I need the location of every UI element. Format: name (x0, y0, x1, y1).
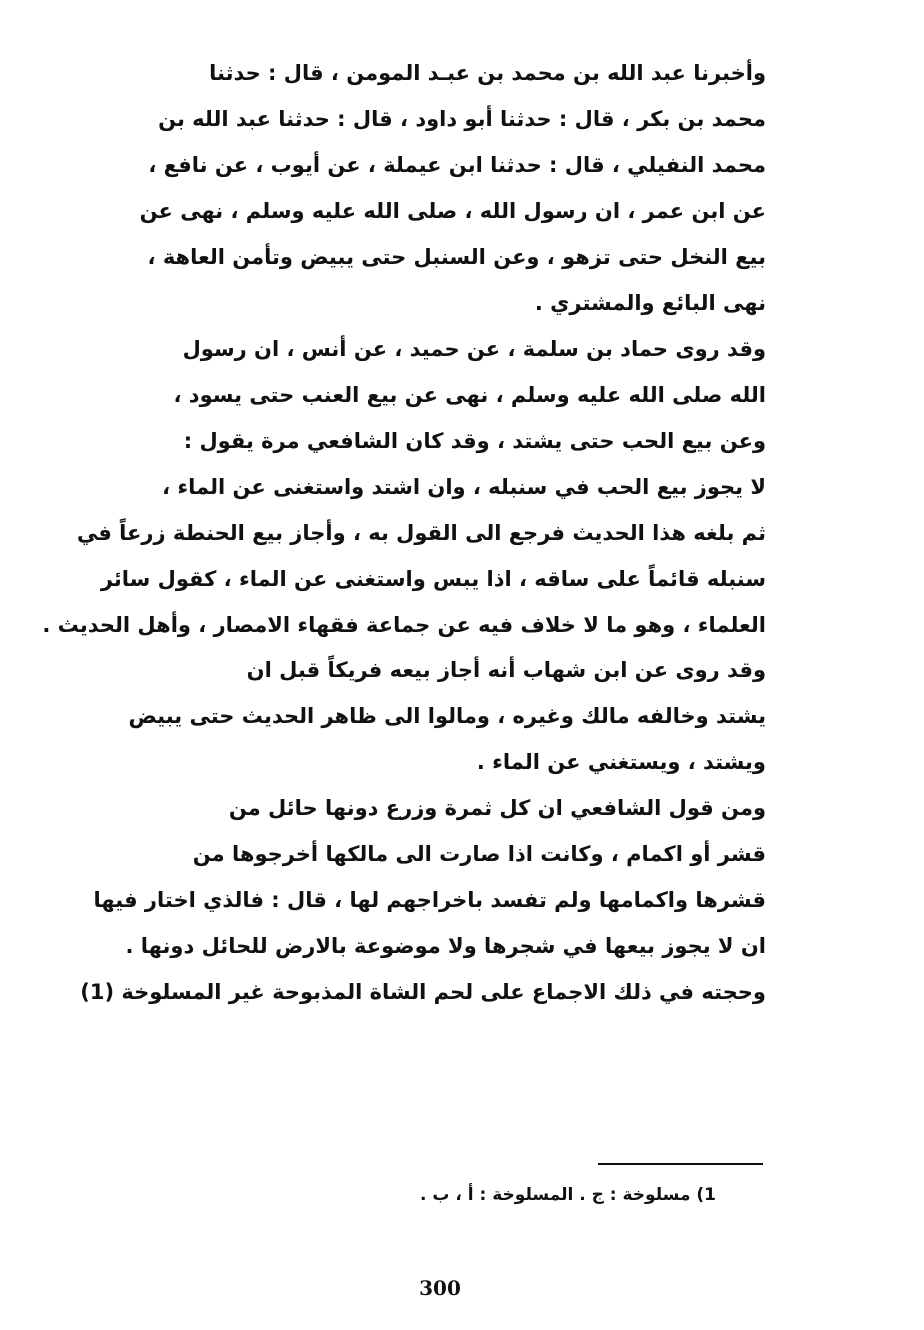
text-line: ويشتد ، ويستغني عن الماء . (476, 750, 766, 774)
paragraph-4 (80, 785, 766, 1015)
text-line: العلماء ، وهو ما لا خلاف فيه عن جماعة فقهاء الامصار ، وأهل الحديث . (42, 613, 766, 637)
footnote-divider (598, 1163, 763, 1165)
text-line: وقد روى عن ابن شهاب أنه أجاز بيعه فريكاً قبل ان (246, 658, 766, 682)
text-line: ثم بلغه هذا الحديث فرجع الى القول به ، وأجاز بيع الحنطة زرعاً في (76, 521, 766, 545)
text-line: وعن بيع الحب حتى يشتد ، وقد كان الشافعي مرة يقول : (183, 429, 766, 453)
text-line: ومن قول الشافعي ان كل ثمرة وزرع دونها حائل من (228, 796, 766, 820)
text-line: قشرها واكمامها ولم تفسد باخراجهم لها ، قال : فالذي اختار فيها (93, 888, 766, 912)
text-line: بيع النخل حتى تزهو ، وعن السنبل حتى يبيض وتأمن العاهة ، (147, 245, 766, 269)
text-line: وقد روى حماد بن سلمة ، عن حميد ، عن أنس ، ان رسول (182, 337, 766, 361)
text-line: ان لا يجوز بيعها في شجرها ولا موضوعة بالارض للحائل دونها . (125, 934, 766, 958)
text-line: سنبله قائماً على ساقه ، اذا يبس واستغنى عن الماء ، كقول سائر (100, 567, 766, 591)
text-line: الله صلى الله عليه وسلم ، نهى عن بيع العنب حتى يسود ، (173, 383, 766, 407)
text-line: محمد بن بكر ، قال : حدثنا أبو داود ، قال : حدثنا عبد الله بن (158, 107, 766, 131)
paragraph-2 (42, 326, 766, 648)
text-line: محمد النفيلي ، قال : حدثنا ابن عيملة ، عن أيوب ، عن نافع ، (148, 153, 766, 177)
text-line: وحجته في ذلك الاجماع على لحم الشاة المذبوحة غير المسلوخة (1) (80, 980, 766, 1004)
paragraph-3 (118, 647, 766, 785)
text-line: عن ابن عمر ، ان رسول الله ، صلى الله عليه وسلم ، نهى عن (139, 199, 766, 223)
paragraph-1 (118, 50, 766, 326)
text-line: نهى البائع والمشتري . (534, 291, 766, 315)
text-line: لا يجوز بيع الحب في سنبله ، وان اشتد واستغنى عن الماء ، (162, 475, 766, 499)
text-line: قشر أو اكمام ، وكانت اذا صارت الى مالكها أخرجوها من (192, 842, 766, 866)
footnote: 1) مسلوخة : ج . المسلوخة : أ ، ب . (420, 1185, 716, 1205)
text-line: وأخبرنا عبد الله بن محمد بن عبـد المومن ، قال : حدثنا (209, 61, 766, 85)
text-line: يشتد وخالفه مالك وغيره ، ومالوا الى ظاهر الحديث حتى يبيض (128, 704, 766, 728)
page-number: 300 (419, 1276, 461, 1300)
